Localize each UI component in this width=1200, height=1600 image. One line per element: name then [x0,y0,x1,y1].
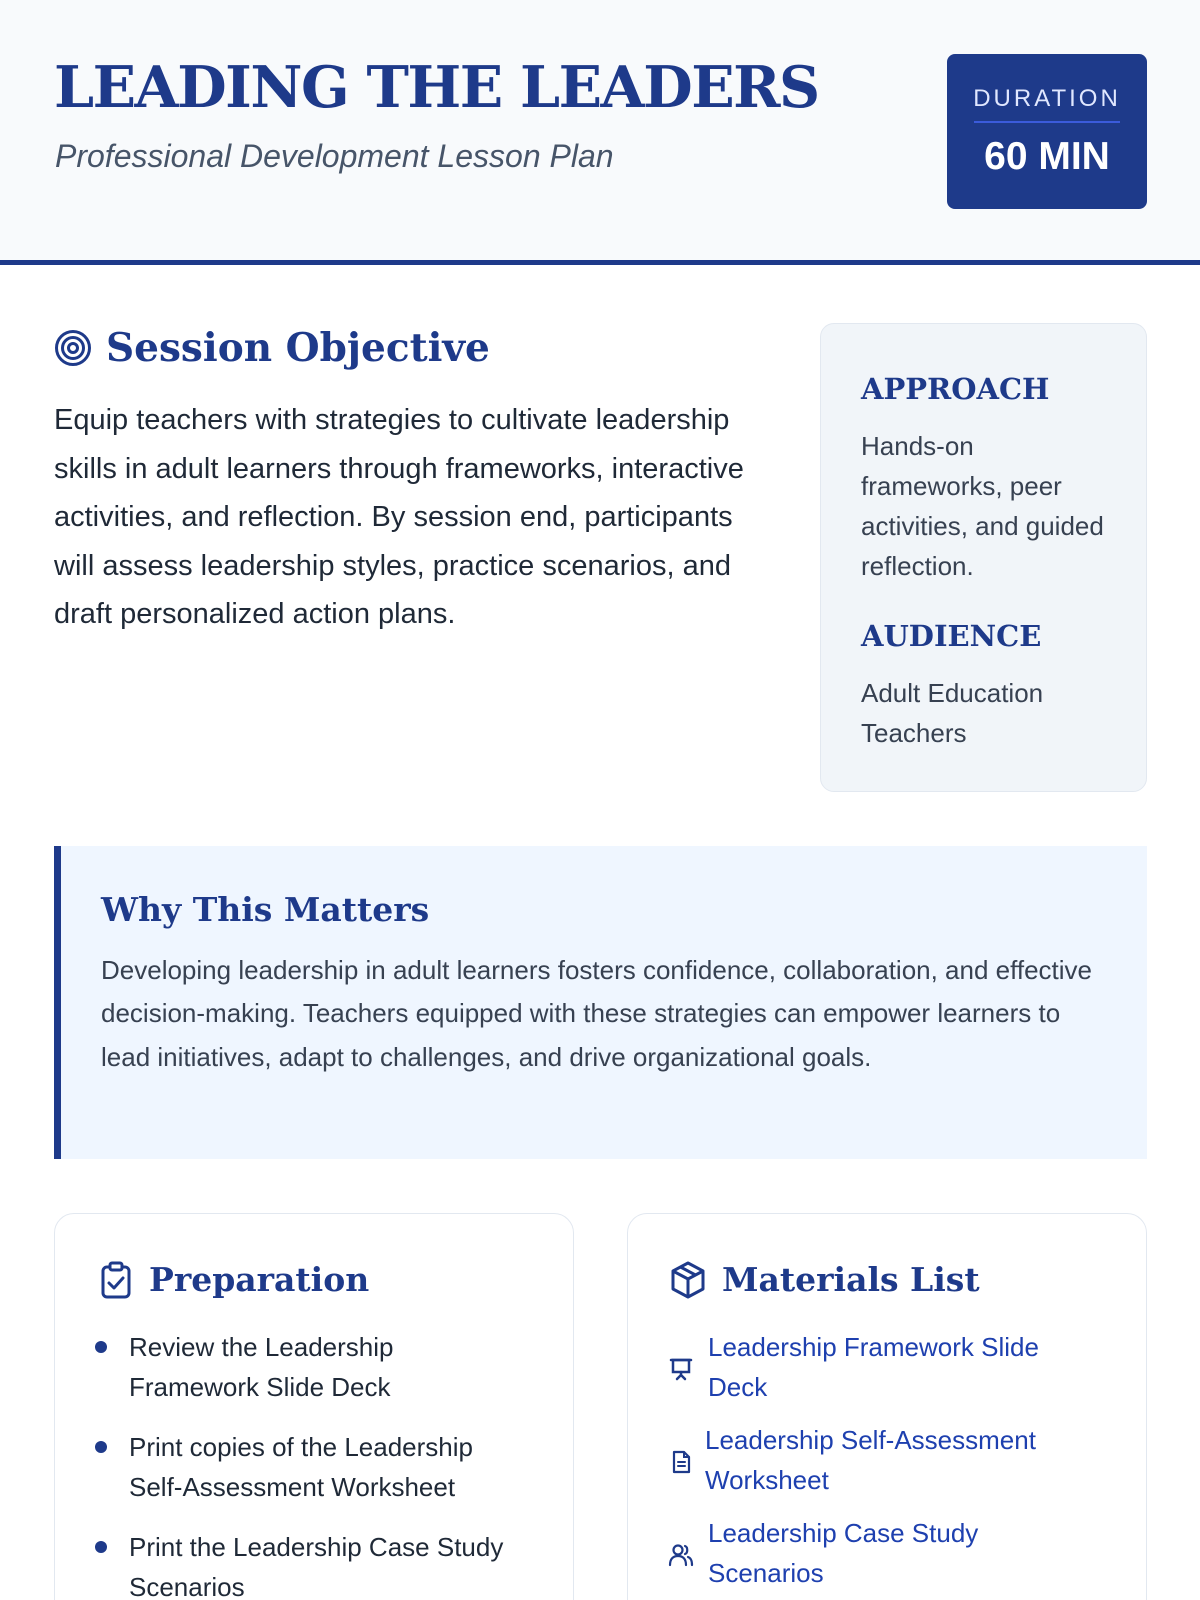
why-this-matters-callout [54,846,1147,1159]
duration-label: DURATION [973,85,1121,112]
why-text: Developing leadership in adult learners fosters confidence, collaboration, and effective decision-making. Teachers equipped with these strategies can empower learners to lead initiatives, adapt to challenges, and drive organizational goals. [101,955,1093,1072]
approach-heading: APPROACH [861,372,1050,406]
bullet-dot [95,1541,107,1553]
bullet-dot [95,1341,107,1353]
preparation-item: Review the Leadership Framework Slide Deck [129,1332,394,1402]
why-title: Why This Matters [101,890,430,929]
preparation-item: Print copies of the Leadership Self-Assessment Worksheet [129,1432,473,1502]
clipboard-check-icon [97,1260,137,1300]
page-header [0,0,1200,265]
duration-badge [947,54,1147,209]
users-icon [668,1542,694,1568]
material-link-case-studies[interactable]: Leadership Case Study Scenarios [708,1518,979,1588]
audience-heading: AUDIENCE [861,619,1042,653]
preparation-card [54,1213,574,1600]
target-icon [54,329,92,367]
preparation-title: Preparation [149,1260,370,1299]
bullet-dot [95,1441,107,1453]
approach-text: Hands-on frameworks, peer activities, and guided reflection. [861,431,1104,581]
duration-value: 60 MIN [984,135,1110,178]
package-icon [668,1260,708,1300]
material-link-worksheet[interactable]: Leadership Self-Assessment Worksheet [705,1425,1036,1495]
page-subtitle: Professional Development Lesson Plan [55,138,614,174]
presentation-icon [668,1356,694,1382]
materials-card [627,1213,1147,1600]
preparation-item: Print the Leadership Case Study Scenarios [129,1532,504,1600]
page-title: LEADING THE LEADERS [54,54,819,121]
duration-divider [974,121,1120,123]
materials-title: Materials List [722,1260,980,1299]
audience-text: Adult Education Teachers [861,678,1044,748]
objective-text: Equip teachers with strategies to cultivate leadership skills in adult learners through frameworks, interactive activities, and reflection. By session end, participants will assess leadership styles, practice scenarios, and draft personalized action plans. [54,404,744,630]
approach-audience-card [820,323,1147,792]
document-icon [668,1449,694,1475]
material-link-slide-deck[interactable]: Leadership Framework Slide Deck [708,1332,1039,1402]
objective-title: Session Objective [106,325,490,371]
